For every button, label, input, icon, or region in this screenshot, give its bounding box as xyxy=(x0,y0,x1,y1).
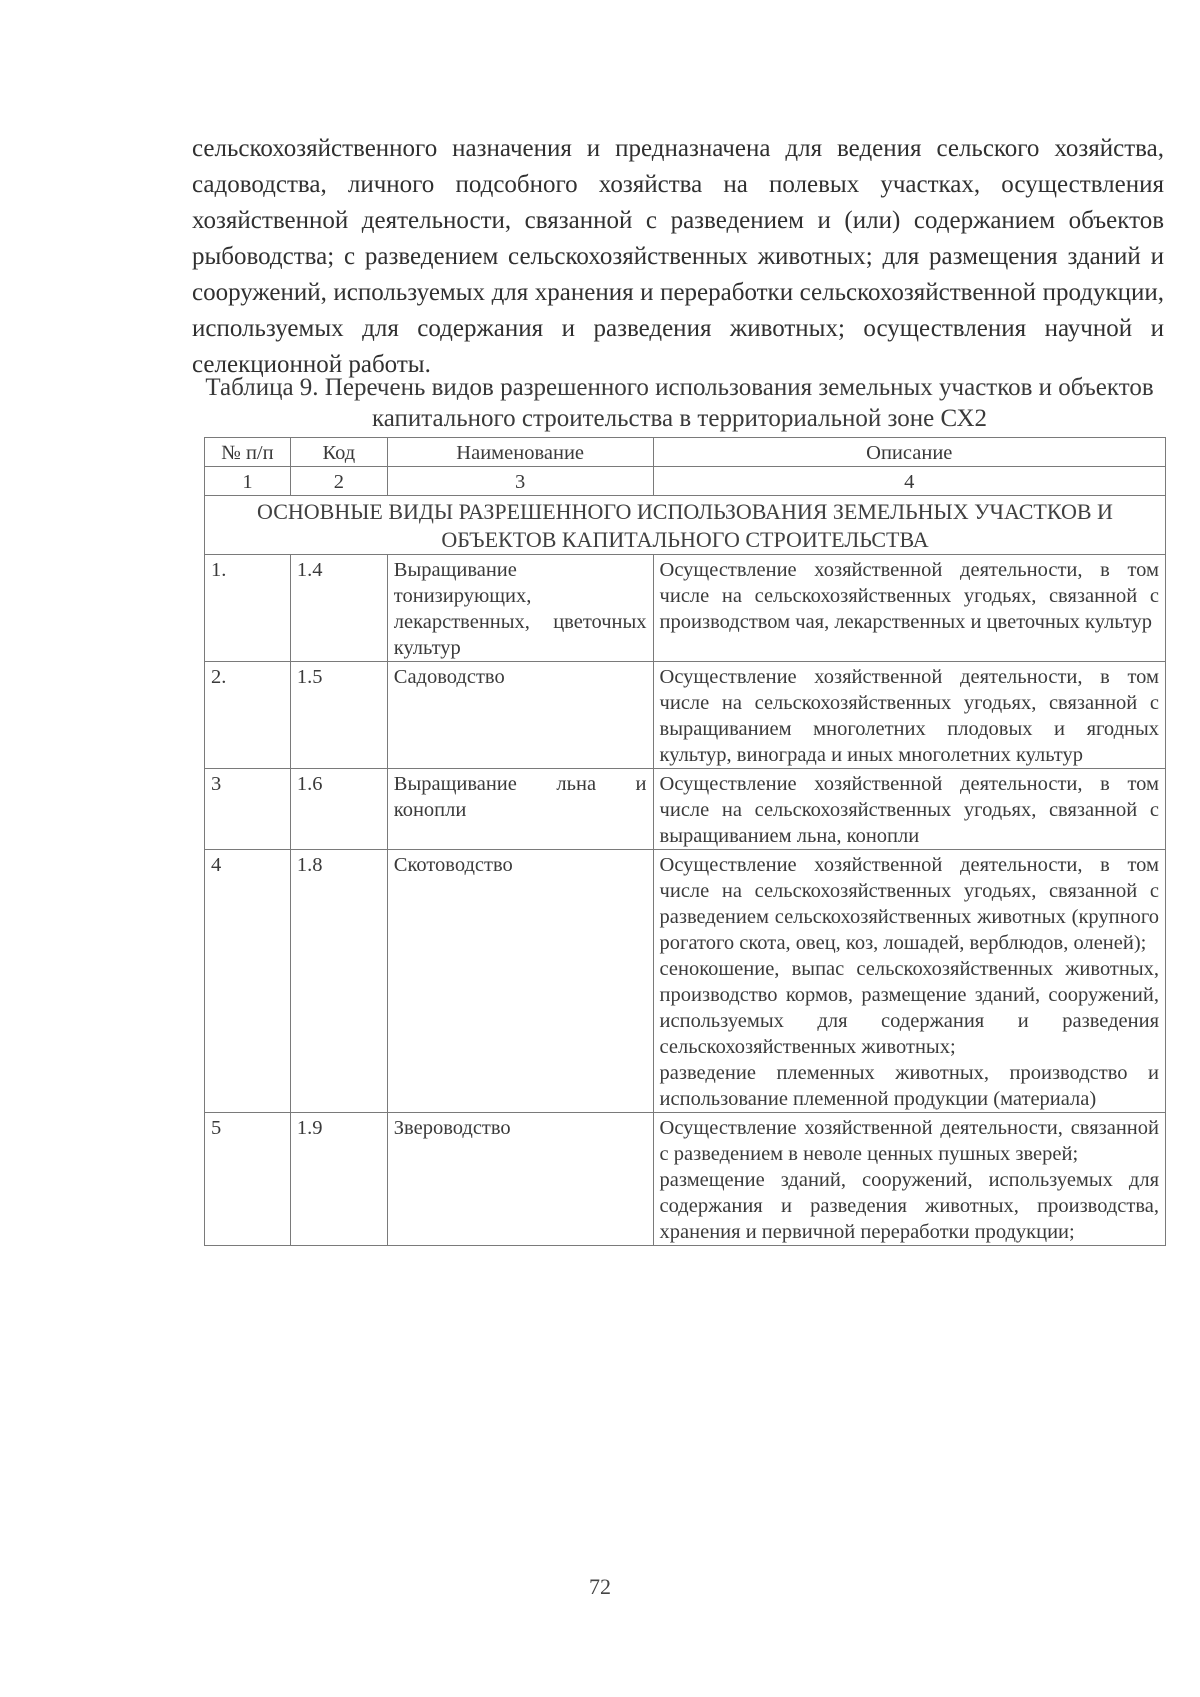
row-desc xyxy=(653,850,1165,1113)
row-num: 4 xyxy=(205,850,291,1113)
desc-paragraph: Осуществление хозяйственной деятельности, в том числе на сельскохозяйственных угодьях, связанной с разведением сельскохозяйственных животных (крупного рогатого скота, овец, коз, лошадей, верблюдов, оленей); xyxy=(659,854,1159,954)
row-desc xyxy=(653,555,1165,662)
table-row xyxy=(205,662,1166,769)
page-number: 72 xyxy=(589,1574,611,1599)
permitted-use-table xyxy=(204,437,1166,1246)
row-code: 1.9 xyxy=(290,1113,387,1246)
table-row xyxy=(205,555,1166,662)
column-index-cell: 1 xyxy=(205,467,291,496)
desc-paragraph: размещение зданий, сооружений, используемых для содержания и разведения животных, производства, хранения и первичной переработки продукции; xyxy=(659,1169,1159,1243)
row-code: 1.4 xyxy=(290,555,387,662)
row-num: 5 xyxy=(205,1113,291,1246)
column-index-cell: 4 xyxy=(653,467,1165,496)
section-title: ОСНОВНЫЕ ВИДЫ РАЗРЕШЕННОГО ИСПОЛЬЗОВАНИЯ ЗЕМЕЛЬНЫХ УЧАСТКОВ И ОБЪЕКТОВ КАПИТАЛЬНОГО СТРОИТЕЛЬСТВА xyxy=(205,496,1166,555)
intro-paragraph: сельскохозяйственного назначения и предназначена для ведения сельского хозяйства, садоводства, личного подсобного хозяйства на полевых участках, осуществления хозяйственной деятельности, связанной с разведением и (или) содержанием объектов рыбоводства; с разведением сельскохозяйственных животных; для размещения зданий и сооружений, используемых для хранения и переработки сельскохозяйственной продукции, используемых для содержания и разведения животных; осуществления научной и селекционной работы. xyxy=(192,135,1164,378)
row-name: Скотоводство xyxy=(387,850,653,1113)
row-code: 1.5 xyxy=(290,662,387,769)
column-index-row xyxy=(205,467,1166,496)
desc-paragraph: разведение племенных животных, производство и использование племенной продукции (материала) xyxy=(659,1062,1159,1110)
desc-paragraph: Осуществление хозяйственной деятельности, в том числе на сельскохозяйственных угодьях, связанной с выращиванием льна, конопли xyxy=(659,773,1159,847)
row-code: 1.8 xyxy=(290,850,387,1113)
desc-paragraph: Осуществление хозяйственной деятельности, в том числе на сельскохозяйственных угодьях, связанной с выращиванием многолетних плодовых и ягодных культур, винограда и иных многолетних культур xyxy=(659,666,1159,766)
row-name: Выращивание льна и конопли xyxy=(387,769,653,850)
row-num: 3 xyxy=(205,769,291,850)
table-row xyxy=(205,850,1166,1113)
header-num: № п/п xyxy=(205,438,291,467)
row-num: 1. xyxy=(205,555,291,662)
desc-paragraph: Осуществление хозяйственной деятельности, связанной с разведением в неволе ценных пушных зверей; xyxy=(659,1117,1159,1165)
row-name: Садоводство xyxy=(387,662,653,769)
row-desc xyxy=(653,662,1165,769)
table-caption: Таблица 9. Перечень видов разрешенного использования земельных участков и объектов капитального строительства в территориальной зоне СХ2 xyxy=(205,374,1154,432)
row-name: Звероводство xyxy=(387,1113,653,1246)
row-name: Выращивание тонизирующих, лекарственных, цветочных культур xyxy=(387,555,653,662)
header-desc: Описание xyxy=(653,438,1165,467)
header-name: Наименование xyxy=(387,438,653,467)
row-desc xyxy=(653,1113,1165,1246)
header-code: Код xyxy=(290,438,387,467)
column-index-cell: 2 xyxy=(290,467,387,496)
row-code: 1.6 xyxy=(290,769,387,850)
section-row xyxy=(205,496,1166,555)
table-row xyxy=(205,769,1166,850)
column-index-cell: 3 xyxy=(387,467,653,496)
desc-paragraph: Осуществление хозяйственной деятельности, в том числе на сельскохозяйственных угодьях, связанной с производством чая, лекарственных и цветочных культур xyxy=(659,559,1159,633)
table-header-row xyxy=(205,438,1166,467)
row-num: 2. xyxy=(205,662,291,769)
row-desc xyxy=(653,769,1165,850)
desc-paragraph: сенокошение, выпас сельскохозяйственных животных, производство кормов, размещение зданий, сооружений, используемых для содержания и разведения сельскохозяйственных животных; xyxy=(659,958,1159,1058)
table-row xyxy=(205,1113,1166,1246)
